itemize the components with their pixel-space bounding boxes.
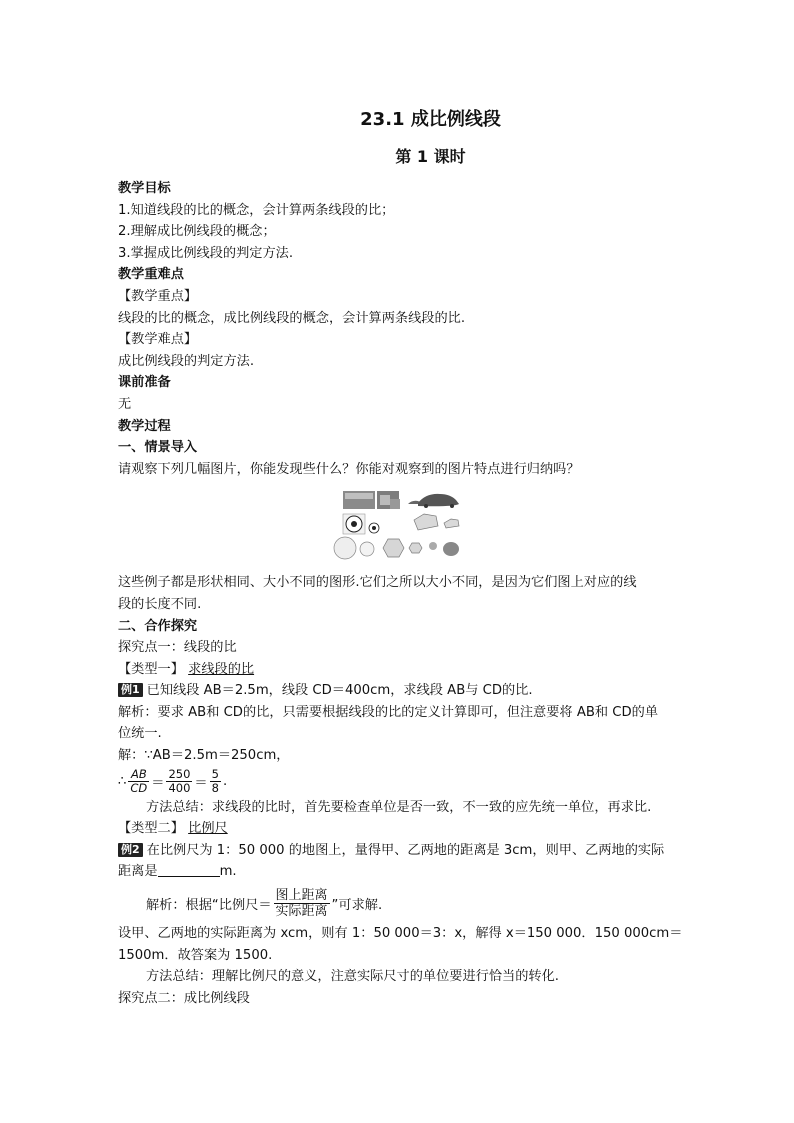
example2-badge: 例2 [118, 843, 143, 857]
scale-fraction-numerator: 图上距离 [275, 887, 328, 903]
example2-question-line1 [118, 840, 683, 862]
part1-conclusion-line2: 段的长度不同. [118, 596, 202, 612]
fraction-ab-numerator: AB [128, 768, 149, 782]
pentagon-small-icon [444, 519, 459, 528]
building-image-small [390, 499, 400, 509]
example2-text-line1: 在比例尺为 1：50 000 的地图上，量得甲、乙两地的距离是 3cm，则甲、乙两地的实际 [146, 842, 665, 858]
car-large-wheel-front [424, 504, 428, 508]
similar-shapes-figure [118, 486, 683, 568]
example2-analysis [118, 883, 683, 923]
fraction-8-denominator: 8 [211, 781, 219, 796]
example2-text-line2b: m. [219, 864, 237, 880]
point2-heading: 探究点二：成比例线段 [118, 990, 250, 1006]
page-subtitle: 第 1 课时 [395, 147, 466, 166]
difficult-label: 【教学难点】 [118, 332, 198, 348]
fraction-400-denominator: 400 [168, 781, 191, 796]
prep-text: 无 [118, 396, 132, 412]
circle-large-icon [334, 537, 356, 559]
key-difficult-heading: 教学重难点 [118, 267, 184, 283]
football-large-patch [351, 521, 357, 527]
example2-text-line2a: 距离是 [118, 864, 158, 880]
fraction-cd-denominator: CD [130, 781, 148, 796]
objectives-heading: 教学目标 [118, 181, 171, 196]
key-text: 线段的比的概念，成比例线段的概念，会计算两条线段的比. [118, 310, 466, 326]
fraction-5-8 [210, 768, 221, 795]
therefore-symbol: ∴ [118, 774, 127, 790]
similar-shapes-illustration [118, 486, 683, 568]
process-heading: 教学过程 [118, 418, 171, 434]
part1-heading: 一、情景导入 [118, 440, 198, 456]
football-small-patch [372, 526, 376, 530]
building-image-medium-window [380, 495, 390, 505]
example1-question [118, 680, 683, 702]
fraction-250-numerator: 250 [168, 767, 191, 782]
ellipse-dark-icon [443, 542, 459, 556]
dot-small-icon [429, 542, 437, 550]
example2-question-line2 [118, 861, 683, 883]
hexagon-small-icon [409, 543, 422, 553]
page-title: 23.1 成比例线段 [360, 109, 501, 130]
type2-label: 【类型二】 [118, 821, 184, 837]
building-image-large-sky [345, 493, 373, 499]
example2-analysis-end: ”可求解. [331, 897, 383, 913]
fraction-250-400 [166, 768, 192, 795]
example1-summary: 方法总结：求线段的比时，首先要检查单位是否一致，不一致的应先统一单位，再求比. [146, 799, 652, 815]
example1-ratio-equation [118, 767, 683, 797]
document-page [118, 100, 683, 1009]
equation-end-period: . [222, 774, 228, 790]
answer-blank [158, 862, 220, 877]
example2-summary: 方法总结：理解比例尺的意义，注意实际尺寸的单位要进行恰当的转化. [146, 969, 560, 985]
example1-analysis-line1: 解析：要求 AB和 CD的比，只需要根据线段的比的定义计算即可，但注意要将 AB和 CD的单 [118, 704, 659, 720]
hexagon-large-icon [383, 539, 404, 557]
type1-label: 【类型一】 [118, 661, 184, 677]
example2-analysis-start: 解析：根据“比例尺＝ [146, 897, 272, 913]
example1-badge: 例1 [118, 683, 143, 697]
difficult-text: 成比例线段的判定方法. [118, 353, 255, 369]
scale-formula-fraction [274, 888, 330, 919]
part1-conclusion-line1: 这些例子都是形状相同、大小不同的图形.它们之所以大小不同，是因为它们图上对应的线 [118, 575, 637, 591]
fraction-5-numerator: 5 [211, 767, 219, 782]
example2-solution-line1: 设甲、乙两地的实际距离为 xcm，则有 1：50 000＝3：x，解得 x＝150 000．150 000cm＝ [118, 926, 683, 942]
part1-text: 请观察下列几幅图片，你能发现些什么？你能对观察到的图片特点进行归纳吗？ [118, 461, 580, 477]
example1-text: 已知线段 AB＝2.5m，线段 CD＝400cm，求线段 AB与 CD的比. [146, 683, 533, 699]
scale-fraction-denominator: 实际距离 [275, 903, 328, 919]
type1-title: 求线段的比 [188, 661, 255, 677]
example2-solution-line2: 1500m．故答案为 1500. [118, 947, 273, 963]
pentagon-large-icon [414, 514, 438, 530]
example1-analysis-line2: 位统一. [118, 726, 162, 742]
point1-heading: 探究点一：线段的比 [118, 640, 237, 656]
car-large-wheel-rear [450, 504, 454, 508]
type2-title: 比例尺 [188, 821, 228, 837]
type1-heading [118, 659, 683, 681]
part2-heading: 二、合作探究 [118, 618, 198, 634]
equals-sign-1: ＝ [151, 776, 165, 792]
circle-small-icon [360, 542, 374, 556]
equals-sign-2: ＝ [194, 776, 208, 792]
example1-solution-line1: 解：∵AB＝2.5m＝250cm， [118, 748, 290, 764]
fraction-ab-cd [128, 768, 149, 795]
prep-heading: 课前准备 [118, 375, 171, 391]
type2-heading [118, 818, 683, 840]
objective-1: 1.知道线段的比的概念，会计算两条线段的比； [118, 202, 395, 218]
objective-3: 3.掌握成比例线段的判定方法. [118, 245, 294, 261]
key-label: 【教学重点】 [118, 288, 198, 304]
objective-2: 2.理解成比例线段的概念； [118, 224, 276, 240]
